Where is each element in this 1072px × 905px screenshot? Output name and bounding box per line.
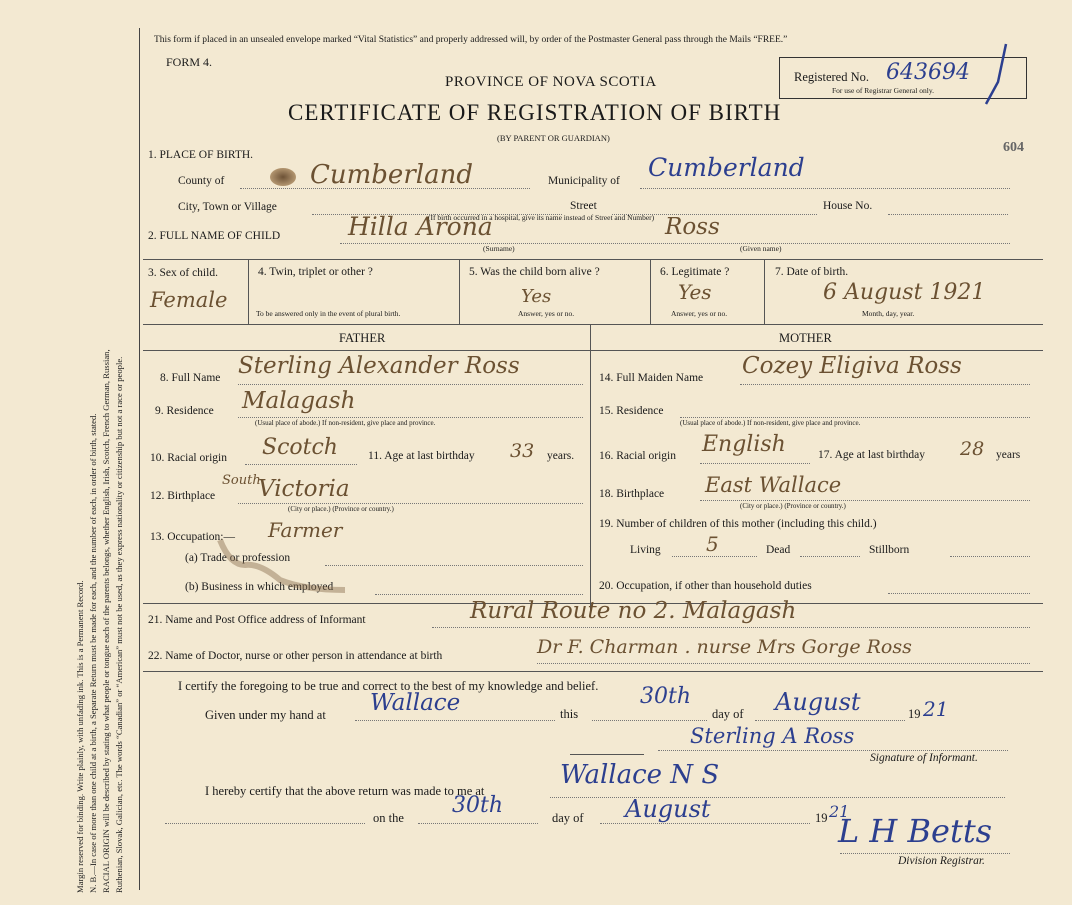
tick-mark — [976, 42, 1016, 112]
child-surname: Ross — [665, 214, 720, 240]
father-racial-line — [245, 464, 357, 465]
father-years: years. — [547, 450, 575, 462]
month-line-2 — [600, 823, 810, 824]
municipality-line — [640, 188, 1010, 189]
year2-suffix: 21 — [829, 802, 850, 821]
mother-birthplace-note: (City or place.) (Province or country.) — [740, 502, 846, 510]
father-birthplace-line — [238, 503, 583, 504]
house-label: House No. — [823, 200, 873, 212]
doctor-value: Dr F. Charman . nurse Mrs Gorge Ross — [537, 636, 912, 658]
father-name-label: 8. Full Name — [160, 372, 221, 384]
father-age-label: 11. Age at last birthday — [368, 450, 475, 462]
sidebar-note-4: Ruthenian, Slovak, Galician, etc. The words “Canadian” or “American” must not be used, as they express nationality or citizenship but not a race or people. — [114, 356, 124, 893]
father-birthplace-value: Victoria — [258, 476, 350, 502]
sidebar-note-1: Margin reserved for binding. Write plainly, with unfading ink. This is a Permanent Record. — [75, 580, 85, 893]
twin-label: 4. Twin, triplet or other ? — [258, 266, 373, 278]
children-label: 19. Number of children of this mother (including this child.) — [599, 518, 877, 530]
dead-label: Dead — [766, 544, 791, 556]
child-name-label: 2. FULL NAME OF CHILD — [148, 230, 281, 242]
father-occupation-label: 13. Occupation:— — [150, 531, 235, 543]
municipality-label: Municipality of — [548, 175, 620, 187]
alive-note: Answer, yes or no. — [518, 309, 575, 318]
row3-div3 — [650, 259, 651, 324]
doctor-line — [537, 663, 1030, 664]
registrar-signature: L H Betts — [838, 812, 993, 850]
province-heading: PROVINCE OF NOVA SCOTIA — [445, 74, 657, 90]
mother-birthplace-line — [700, 500, 1030, 501]
business-line — [375, 594, 583, 595]
mother-age-value: 28 — [960, 438, 985, 460]
mother-name-label: 14. Full Maiden Name — [599, 372, 704, 384]
date-value: 6 August 1921 — [823, 280, 986, 305]
stillborn-line — [950, 556, 1030, 557]
mother-residence-label: 15. Residence — [599, 405, 664, 417]
return-place-line — [550, 797, 1005, 798]
living-value: 5 — [706, 532, 719, 556]
row3-bottom-rule — [143, 324, 1043, 325]
informant-label: 21. Name and Post Office address of Informant — [148, 614, 366, 626]
informant-signature-line — [658, 750, 1008, 751]
city-label: City, Town or Village — [178, 201, 277, 213]
ink-stain — [210, 535, 350, 605]
left-border — [139, 28, 140, 890]
on-the-label: on the — [373, 811, 404, 825]
surname-caption: (Surname) — [483, 244, 515, 253]
father-occupation-value: Farmer — [268, 518, 343, 542]
child-name-line — [340, 243, 1010, 244]
house-line — [888, 214, 1008, 215]
informant-value: Rural Route no 2. Malagash — [470, 598, 797, 624]
father-heading: FATHER — [339, 331, 386, 345]
registrar-note: For use of Registrar General only. — [832, 86, 934, 95]
stillborn-label: Stillborn — [869, 544, 910, 556]
mail-notice: This form if placed in an unsealed envelope marked “Vital Statistics” and properly addressed will, by order of the Postmaster General pass through the Mails “FREE.” — [154, 35, 788, 45]
mother-birthplace-value: East Wallace — [705, 473, 842, 497]
certify-rule — [143, 671, 1043, 672]
father-name-line — [238, 384, 583, 385]
registered-label: Registered No. — [794, 70, 869, 84]
month-line — [755, 720, 905, 721]
date-note: Month, day, year. — [862, 309, 915, 318]
return-label: I hereby certify that the above return was made to me at — [205, 784, 485, 798]
father-residence-line — [238, 417, 583, 418]
mother-racial-line — [700, 463, 810, 464]
father-birthplace-label: 12. Birthplace — [150, 490, 216, 502]
day-line — [592, 720, 707, 721]
this-label: this — [560, 707, 579, 721]
father-age-value: 33 — [510, 440, 535, 462]
month-value: August — [775, 688, 861, 716]
date-label: 7. Date of birth. — [775, 266, 849, 278]
alive-value: Yes — [521, 286, 552, 307]
mother-name-value: Cozey Eligiva Ross — [742, 353, 962, 379]
sex-value: Female — [150, 288, 228, 312]
informant-line — [432, 627, 1030, 628]
year-prefix: 19 — [908, 707, 921, 721]
registered-number: 643694 — [886, 60, 970, 85]
registrar-signature-line — [840, 853, 1010, 854]
given-caption: (Given name) — [740, 244, 782, 253]
on-day-line — [418, 823, 538, 824]
given-under-label: Given under my hand at — [205, 708, 326, 722]
county-label: County of — [178, 175, 225, 187]
year-suffix: 21 — [923, 697, 949, 721]
ink-blot — [270, 168, 296, 186]
sex-label: 3. Sex of child. — [148, 267, 218, 279]
hospital-note: (If birth occurred in a hospital, give its name instead of Street and Number) — [428, 213, 655, 222]
row3-div1 — [248, 259, 249, 324]
year2-prefix: 19 — [815, 811, 828, 825]
certify-statement: I certify the foregoing to be true and correct to the best of my knowledge and belief. — [178, 679, 599, 693]
father-birthplace-note: (City or place.) (Province or country.) — [288, 505, 394, 513]
mother-years: years — [996, 449, 1021, 461]
mother-racial-value: English — [702, 432, 786, 457]
father-racial-label: 10. Racial origin — [150, 452, 227, 464]
father-residence-note: (Usual place of abode.) If non-resident, give place and province. — [255, 419, 436, 427]
sidebar-note-2: N. B.—In case of more than one child at a birth, a Separate Return must be made for each, and the number of each, in order of birth, stated. — [88, 413, 98, 893]
county-value: Cumberland — [310, 160, 473, 190]
return-place: Wallace N S — [560, 760, 720, 790]
mother-birthplace-label: 18. Birthplace — [599, 488, 665, 500]
on-day-value: 30th — [452, 793, 504, 818]
doctor-label: 22. Name of Doctor, nurse or other person in attendance at birth — [148, 650, 443, 662]
street-label: Street — [570, 200, 597, 212]
mother-residence-line — [680, 417, 1030, 418]
mother-occupation-label: 20. Occupation, if other than household duties — [599, 580, 812, 592]
father-name-value: Sterling Alexander Ross — [238, 353, 520, 379]
on-the-left-line — [165, 823, 365, 824]
father-residence-value: Malagash — [242, 388, 356, 414]
given-place-line — [355, 720, 555, 721]
trade-label: (a) Trade or profession — [185, 552, 291, 564]
father-birthplace-prefix: South — [222, 473, 261, 488]
certificate-subtitle: (BY PARENT OR GUARDIAN) — [497, 133, 610, 143]
mother-heading: MOTHER — [779, 331, 832, 345]
certificate-title: CERTIFICATE OF REGISTRATION OF BIRTH — [288, 100, 782, 125]
legit-note: Answer, yes or no. — [671, 309, 728, 318]
legit-value: Yes — [678, 280, 712, 304]
mother-age-label: 17. Age at last birthday — [818, 449, 925, 461]
row3-div4 — [764, 259, 765, 324]
informant-caption: Signature of Informant. — [870, 752, 978, 764]
registrar-caption: Division Registrar. — [898, 855, 985, 867]
sidebar-note-3: RACIAL ORIGIN will be described by stating to what people or tongue each of the parents belongs, whether English, Irish, Scotch, French German, Russian, — [101, 349, 111, 893]
day-value: 30th — [640, 684, 692, 709]
living-label: Living — [630, 544, 661, 556]
mother-racial-label: 16. Racial origin — [599, 450, 676, 462]
alive-label: 5. Was the child born alive ? — [469, 266, 600, 278]
father-residence-label: 9. Residence — [155, 405, 214, 417]
form-number: FORM 4. — [166, 55, 213, 69]
row3-top-rule — [143, 259, 1043, 260]
father-racial-value: Scotch — [262, 435, 338, 460]
business-label: (b) Business in which employed — [185, 581, 334, 593]
place-of-birth-label: 1. PLACE OF BIRTH. — [148, 149, 254, 161]
informant-signature: Sterling A Ross — [690, 724, 855, 748]
corner-mark: 604 — [1003, 140, 1024, 155]
parents-rule — [143, 350, 1043, 351]
dead-line — [800, 556, 860, 557]
day-of-label: day of — [712, 707, 744, 721]
mother-occupation-line — [888, 593, 1030, 594]
month-value-2: August — [625, 795, 711, 823]
given-place-value: Wallace — [370, 690, 461, 716]
mother-residence-note: (Usual place of abode.) If non-resident, give place and province. — [680, 419, 861, 427]
child-given-name: Hilla Arona — [348, 212, 493, 241]
day-of-label-2: day of — [552, 811, 584, 825]
living-line — [672, 556, 757, 557]
short-rule — [570, 754, 644, 755]
parents-divider — [590, 324, 591, 614]
mother-name-line — [740, 384, 1030, 385]
twin-note: To be answered only in the event of plural birth. — [256, 309, 401, 318]
municipality-value: Cumberland — [648, 153, 805, 182]
row3-div2 — [459, 259, 460, 324]
legit-label: 6. Legitimate ? — [660, 266, 730, 278]
trade-line — [325, 565, 583, 566]
